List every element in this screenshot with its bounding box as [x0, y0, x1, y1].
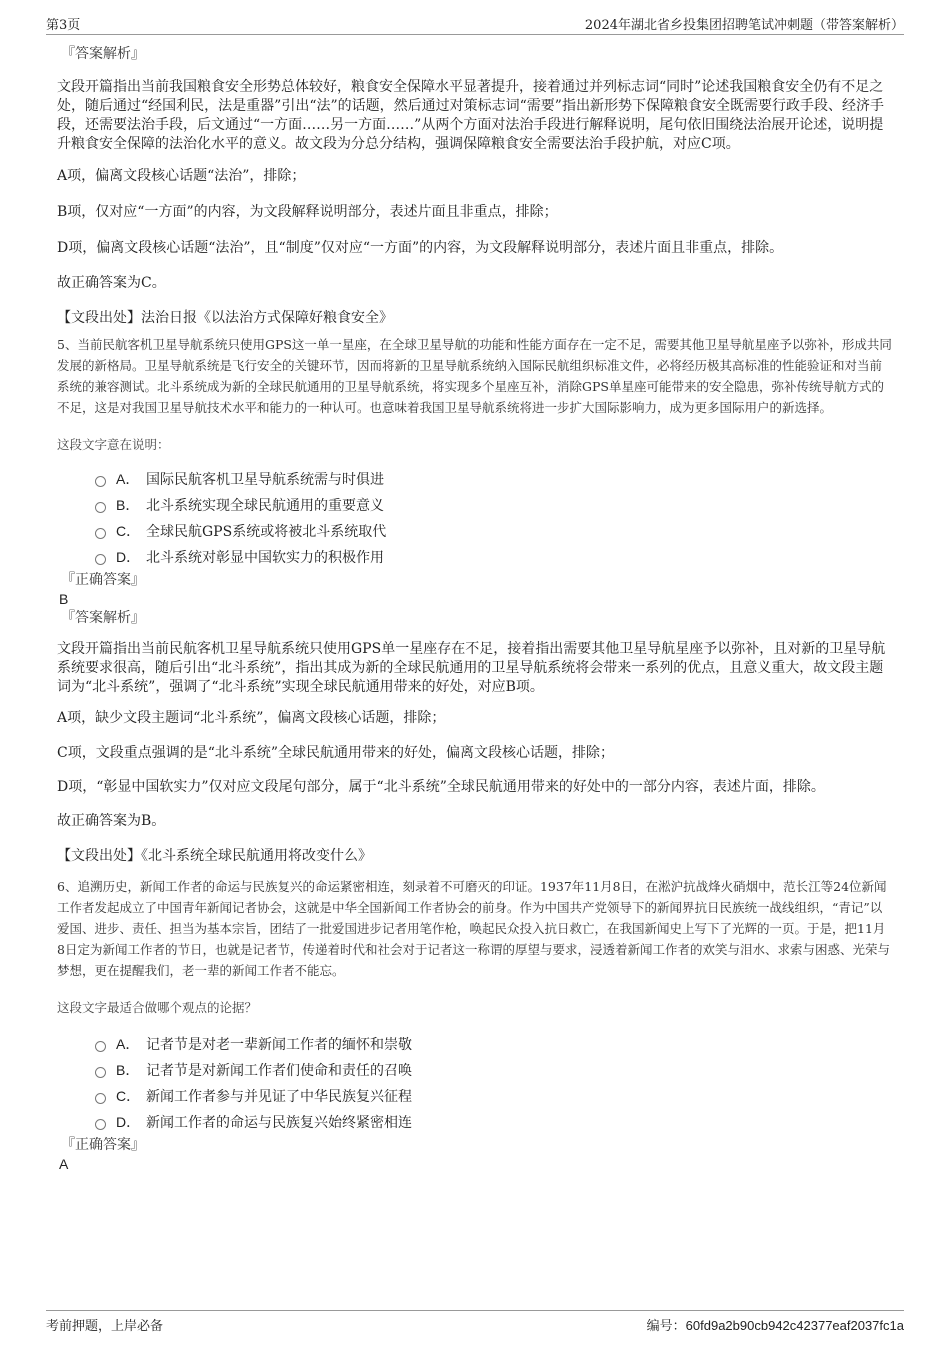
footer-slogan: 考前押题，上岸必备: [46, 1319, 164, 1334]
option-a[interactable]: [95, 1031, 893, 1057]
option-b[interactable]: [95, 1057, 893, 1083]
option-c[interactable]: [95, 518, 893, 544]
option-letter: B．: [116, 497, 140, 513]
option-text: 国际民航客机卫星导航系统需与时俱进: [146, 472, 384, 488]
document-code: [647, 1315, 904, 1334]
option-a[interactable]: [95, 466, 893, 492]
option-c[interactable]: [95, 1083, 893, 1109]
option-text: 记者节是对老一辈新闻工作者的缅怀和崇敬: [146, 1037, 412, 1053]
analysis-label: 『答案解析』: [61, 610, 145, 626]
option-letter: C．: [116, 523, 141, 539]
analysis-option-d: D项，“彰显中国软实力”仅对应文段尾句部分，属于“北斗系统”全球民航通用带来的好处中的一部分内容，表述片面，排除。: [57, 779, 825, 795]
correct-answer: B: [59, 591, 69, 607]
analysis-main: 文段开篇指出当前我国粮食安全形势总体较好，粮食安全保障水平显著提升，接着通过并列标志词“同时”论述我国粮食安全仍有不足之处，随后通过“经国利民，法是重器”引出“法”的话题，然后通过对策标志词“需要”指出新形势下保障粮食安全既需要行政手段、经济手段，还需要法治手段，后文通过“一方面……另一方面……”从两个方面对法治手段进行解释说明，尾句依旧围绕法治展开论述，说明提升粮食安全保障的法治化水平的意义。故文段为分总分结构，强调保障粮食安全需要法治手段护航，对应C项。: [57, 79, 884, 152]
option-b[interactable]: [95, 492, 893, 518]
document-title: 2024年湖北省乡投集团招聘笔试冲刺题（带答案解析）: [584, 18, 904, 33]
question-6-text: 6、追溯历史，新闻工作者的命运与民族复兴的命运紧密相连，刻录着不可磨灭的印证。1937年11月8日，在淞沪抗战烽火硝烟中，范长江等24位新闻工作者发起成立了中国青年新闻记者协会，这就是中华全国新闻工作者协会的前身。作为中国共产党领导下的新闻界抗日民族统一战线组织，“青记”以爱国、进步、责任、担当为基本宗旨，团结了一批爱国进步记者用笔作枪，唤起民众投入抗日救亡，在我国新闻史上写下了光辉的一页。于是，把11月8日定为新闻工作者的节日，也就是记者节，传递着时代和社会对于记者这一称谓的厚望与要求，浸透着新闻工作者的欢笑与泪水、求索与困惑、光荣与梦想，更在提醒我们，老一辈的新闻工作者不能忘。: [57, 879, 890, 978]
page-number: 第3页: [46, 18, 81, 33]
option-text: 北斗系统实现全球民航通用的重要意义: [146, 498, 384, 514]
option-letter: A．: [116, 1036, 140, 1052]
radio-button-icon[interactable]: [95, 476, 106, 487]
analysis-option-d: D项，偏离文段核心话题“法治”，且“制度”仅对应“一方面”的内容，为文段解释说明部分，表述片面且非重点，排除。: [57, 240, 784, 256]
option-letter: A．: [116, 471, 140, 487]
page-footer: [46, 1310, 904, 1335]
correct-answer-label: 『正确答案』: [61, 572, 145, 588]
analysis-option-a: A项，缺少文段主题词“北斗系统”，偏离文段核心话题，排除；: [57, 710, 446, 726]
radio-button-icon[interactable]: [95, 528, 106, 539]
option-d[interactable]: [95, 544, 893, 570]
question-5-options: [95, 466, 893, 570]
analysis-option-b: B项，仅对应“一方面”的内容，为文段解释说明部分，表述片面且非重点，排除；: [57, 204, 558, 220]
radio-button-icon[interactable]: [95, 502, 106, 513]
radio-button-icon[interactable]: [95, 1067, 106, 1078]
analysis-option-c: C项，文段重点强调的是“北斗系统”全球民航通用带来的好处，偏离文段核心话题，排除；: [57, 745, 615, 761]
question-6-prompt: 这段文字最适合做哪个观点的论据？: [57, 1000, 258, 1015]
radio-button-icon[interactable]: [95, 1041, 106, 1052]
correct-answer-label: 『正确答案』: [61, 1137, 145, 1153]
source-citation: 【文段出处】《北斗系统全球民航通用将改变什么》: [57, 848, 372, 864]
option-text: 新闻工作者的命运与民族复兴始终紧密相连: [146, 1115, 412, 1131]
question-5-text: 5、当前民航客机卫星导航系统只使用GPS这一单一星座，在全球卫星导航的功能和性能方面存在一定不足，需要其他卫星导航星座予以弥补，形成共同发展的新格局。卫星导航系统是飞行安全的关键环节，因而将新的卫星导航系统纳入国际民航组织标准文件，必将经历极其高标准的性能验证和对当前系统的兼容测试。北斗系统成为新的全球民航通用的卫星导航系统，将实现多个星座互补，消除GPS单星座可能带来的安全隐患，弥补传统导航方式的不足，这是对我国卫星导航技术水平和能力的一种认可。也意味着我国卫星导航系统将进一步扩大国际影响力，成为更多国际用户的新选择。: [57, 337, 892, 415]
correct-answer: A: [59, 1156, 69, 1172]
option-d[interactable]: [95, 1109, 893, 1135]
analysis-conclusion: 故正确答案为C。: [57, 275, 166, 291]
radio-button-icon[interactable]: [95, 1119, 106, 1130]
question-6-options: [95, 1031, 893, 1135]
radio-button-icon[interactable]: [95, 554, 106, 565]
radio-button-icon[interactable]: [95, 1093, 106, 1104]
option-letter: D．: [116, 549, 141, 565]
option-letter: B．: [116, 1062, 140, 1078]
analysis-main: 文段开篇指出当前民航客机卫星导航系统只使用GPS单一星座存在不足，接着指出需要其他卫星导航星座予以弥补，且对新的卫星导航系统要求很高，随后引出“北斗系统”，指出其成为新的全球民航通用的卫星导航系统将会带来一系列的优点，且意义重大，故文段主题词为“北斗系统”，强调了“北斗系统”实现全球民航通用带来的好处，对应B项。: [57, 641, 886, 695]
option-text: 全球民航GPS系统或将被北斗系统取代: [146, 524, 387, 540]
code-value: 60fd9a2b90cb942c42377eaf2037fc1a: [685, 1318, 904, 1333]
option-text: 新闻工作者参与并见证了中华民族复兴征程: [146, 1089, 412, 1105]
analysis-conclusion: 故正确答案为B。: [57, 813, 166, 829]
option-text: 记者节是对新闻工作者们使命和责任的召唤: [146, 1063, 412, 1079]
analysis-label: 『答案解析』: [61, 46, 145, 62]
code-label: 编号：: [646, 1319, 686, 1334]
source-citation: 【文段出处】法治日报《以法治方式保障好粮食安全》: [57, 310, 393, 326]
page-content: [57, 44, 893, 1173]
option-letter: C．: [116, 1088, 141, 1104]
analysis-option-a: A项，偏离文段核心话题“法治”，排除；: [57, 168, 306, 184]
option-text: 北斗系统对彰显中国软实力的积极作用: [146, 550, 384, 566]
option-letter: D．: [116, 1114, 141, 1130]
page-header: [46, 12, 904, 35]
question-5-prompt: 这段文字意在说明：: [57, 437, 170, 452]
